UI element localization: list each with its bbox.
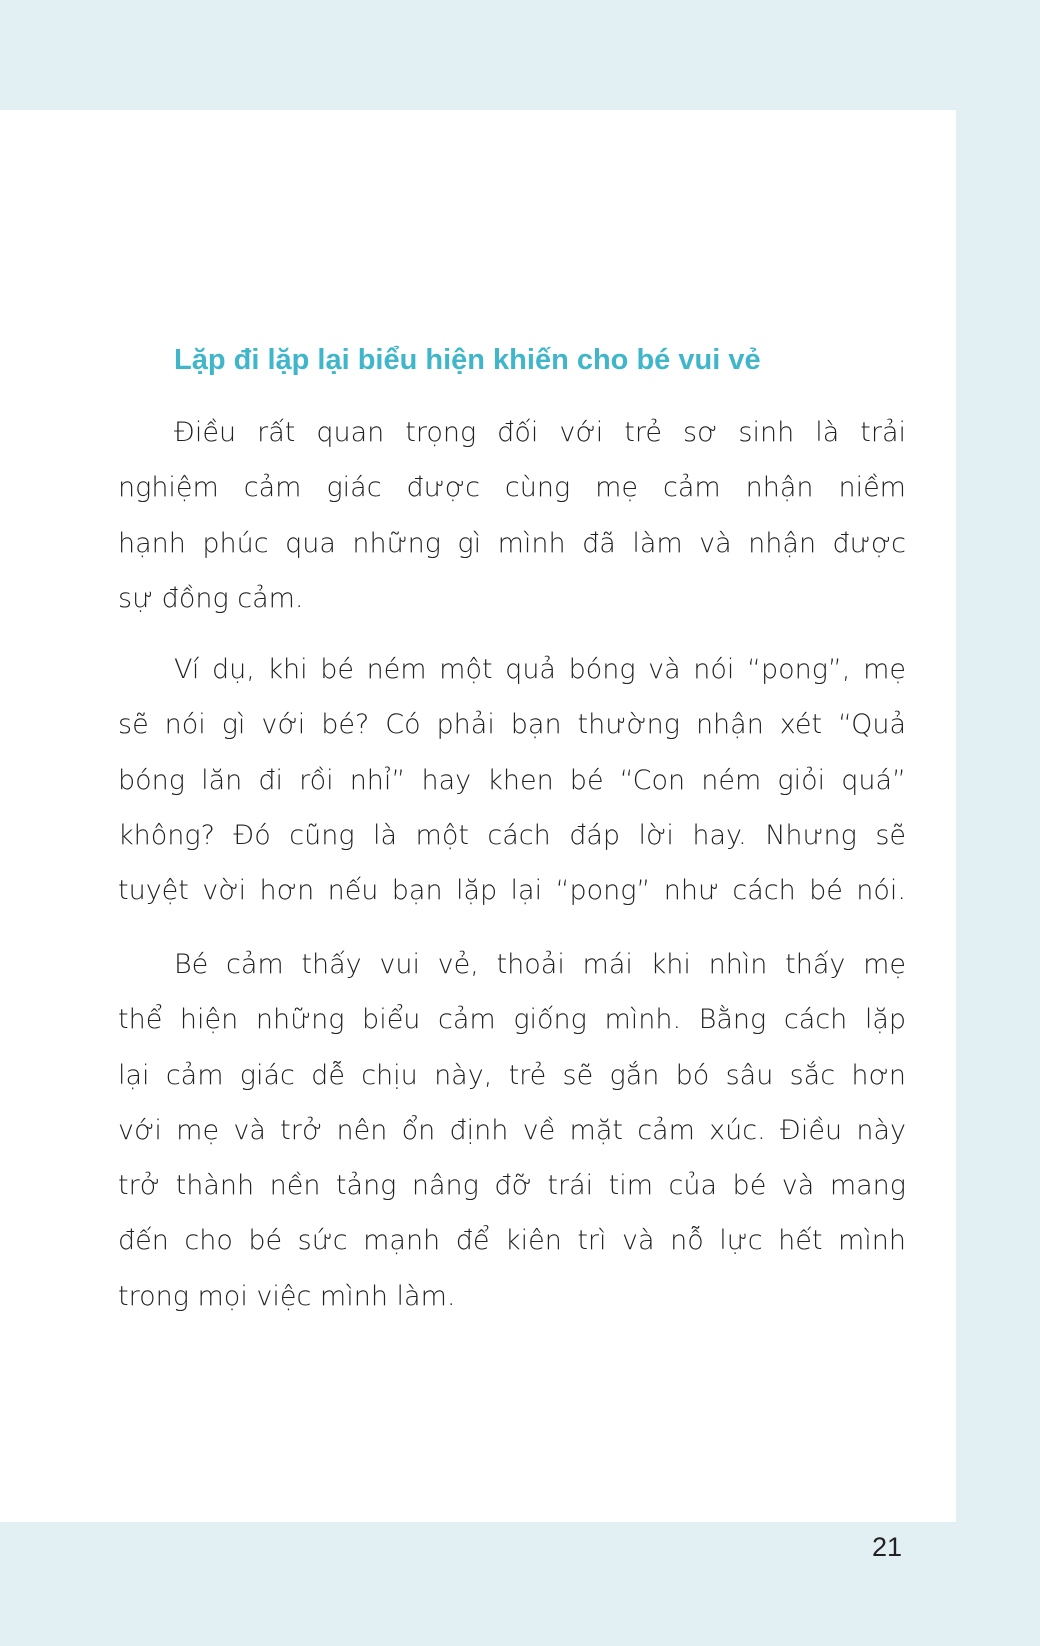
text-line: lại cảm giác dễ chịu này, trẻ sẽ gắn bó sâu sắc hơn (118, 1059, 906, 1091)
paragraph-2 (118, 642, 906, 918)
text-line: Ví dụ, khi bé ném một quả bóng và nói “pong”, mẹ (174, 654, 906, 685)
text-line: Điều rất quan trọng đối với trẻ sơ sinh là trải (174, 417, 906, 448)
text-line: sẽ nói gì với bé? Có phải bạn thường nhận xét “Quả (118, 709, 906, 741)
section-heading: Lặp đi lặp lại biểu hiện khiến cho bé vui vẻ (174, 344, 761, 376)
text-line: sự đồng cảm. (118, 582, 304, 614)
text-line: Bé cảm thấy vui vẻ, thoải mái khi nhìn thấy mẹ (174, 949, 906, 980)
text-line: không? Đó cũng là một cách đáp lời hay. Nhưng sẽ (118, 819, 906, 851)
paragraph-3 (118, 937, 906, 1324)
text-line: trở thành nền tảng nâng đỡ trái tim của bé và mang (118, 1170, 906, 1202)
text-line: hạnh phúc qua những gì mình đã làm và nhận được (118, 527, 906, 559)
text-line: thể hiện những biểu cảm giống mình. Bằng cách lặp (118, 1004, 906, 1036)
page-number: 21 (872, 1532, 903, 1562)
text-line: trong mọi việc mình làm. (118, 1280, 456, 1312)
text-line: bóng lăn đi rồi nhỉ” hay khen bé “Con ném giỏi quá” (118, 764, 906, 796)
text-line: đến cho bé sức mạnh để kiên trì và nỗ lực hết mình (118, 1225, 906, 1257)
text-line: tuyệt vời hơn nếu bạn lặp lại “pong” như cách bé nói. (118, 875, 906, 907)
text-line: với mẹ và trở nên ổn định về mặt cảm xúc. Điều này (118, 1114, 906, 1146)
text-line: nghiệm cảm giác được cùng mẹ cảm nhận niềm (118, 472, 906, 504)
paragraph-1 (118, 405, 906, 626)
